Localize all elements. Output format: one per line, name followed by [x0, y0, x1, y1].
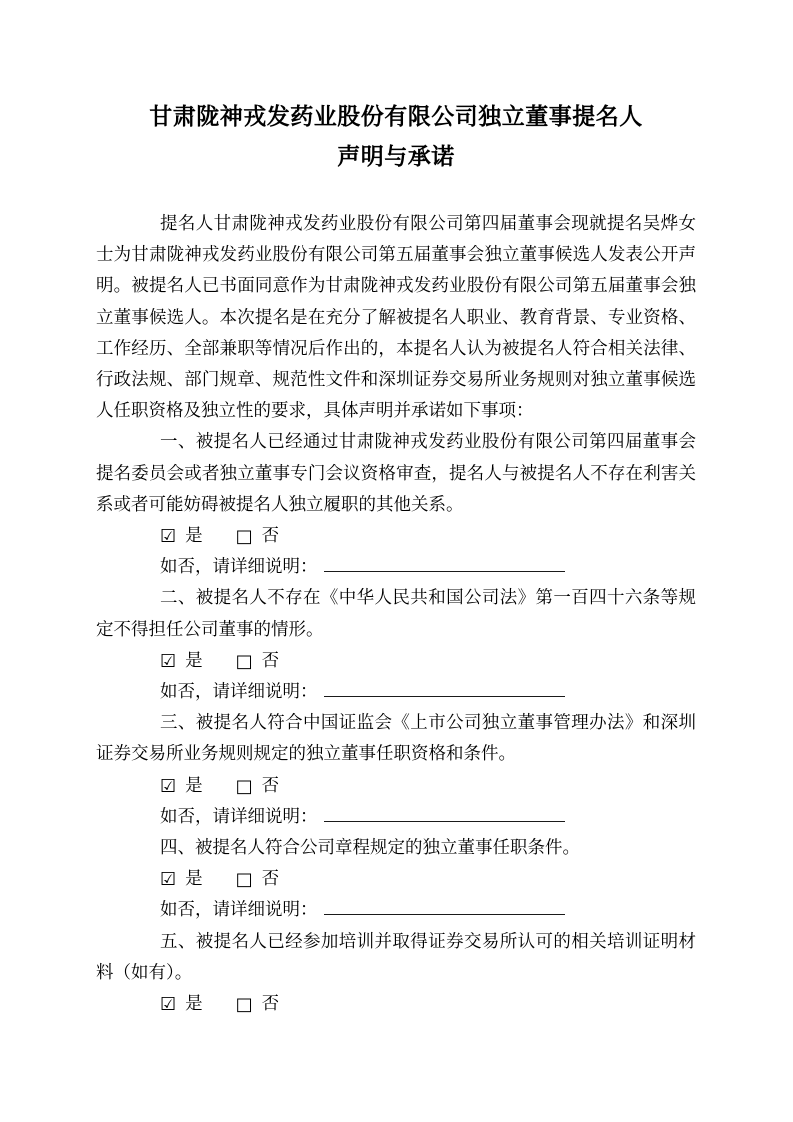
declaration-item — [96, 707, 696, 832]
yes-label: 是 — [185, 525, 203, 546]
yes-checkbox-icon[interactable]: ☑ — [160, 775, 177, 797]
no-checkbox-icon[interactable]: □ — [235, 994, 253, 1016]
no-label: 否 — [261, 993, 280, 1014]
declaration-item — [96, 426, 696, 582]
no-option — [235, 868, 280, 891]
detail-blank-field[interactable] — [324, 806, 565, 822]
yes-option — [160, 993, 203, 1016]
yes-checkbox-icon[interactable]: ☑ — [160, 650, 177, 672]
yes-option — [160, 775, 203, 795]
detail-row — [96, 551, 696, 582]
yes-checkbox-icon[interactable]: ☑ — [160, 869, 177, 891]
detail-blank-field[interactable] — [324, 681, 565, 697]
yes-checkbox-icon[interactable]: ☑ — [160, 526, 177, 548]
detail-prompt: 如否，请详细说明： — [160, 681, 318, 702]
yes-option — [160, 525, 203, 548]
yes-label: 是 — [185, 993, 203, 1014]
no-option — [235, 993, 280, 1016]
detail-blank-field[interactable] — [324, 899, 565, 915]
declaration-item — [96, 832, 696, 926]
declaration-items — [96, 426, 696, 1019]
yes-label: 是 — [185, 649, 203, 670]
detail-row — [96, 801, 696, 832]
no-option — [236, 775, 280, 795]
declaration-item — [96, 926, 696, 1020]
detail-prompt: 如否，请详细说明： — [160, 556, 318, 577]
yes-label: 是 — [185, 774, 203, 795]
checkbox-row — [96, 770, 696, 801]
item-paragraph: 三、被提名人符合中国证监会《上市公司独立董事管理办法》和深圳证券交易所业务规则规定的独立董事任职资格和条件。 — [96, 712, 696, 764]
detail-blank-field[interactable] — [324, 556, 565, 572]
yes-option — [160, 650, 203, 670]
yes-checkbox-icon[interactable]: ☑ — [160, 994, 177, 1016]
intro-paragraph: 提名人甘肃陇神戎发药业股份有限公司第四届董事会现就提名吴烨女士为甘肃陇神戎发药业股份有限公司第五届董事会独立董事候选人发表公开声明。被提名人已书面同意作为甘肃陇神戎发药业股份有限公司第五届董事会独立董事候选人。本次提名是在充分了解被提名人职业、教育背景、专业资格、工作经历、全部兼职等情况后作出的，本提名人认为被提名人符合相关法律、行政法规、部门规章、规范性文件和深圳证券交易所业务规则对独立董事候选人任职资格及独立性的要求，具体声明并承诺如下事项： — [96, 213, 696, 421]
yes-label: 是 — [185, 868, 203, 889]
checkbox-row — [96, 988, 696, 1019]
no-checkbox-icon[interactable]: □ — [235, 526, 253, 548]
document-title-line1: 甘肃陇神戎发药业股份有限公司独立董事提名人 — [149, 104, 643, 129]
item-paragraph: 二、被提名人不存在《中华人民共和国公司法》第一百四十六条等规定不得担任公司董事的情形。 — [96, 587, 696, 639]
yes-option — [160, 868, 203, 891]
document-body — [96, 208, 696, 1019]
no-option — [236, 650, 280, 670]
no-option — [235, 525, 280, 548]
document-title-line2: 声明与承诺 — [337, 144, 455, 169]
item-paragraph: 五、被提名人已经参加培训并取得证券交易所认可的相关培训证明材料（如有）。 — [96, 930, 696, 982]
no-checkbox-icon[interactable]: □ — [235, 775, 253, 797]
no-label: 否 — [261, 649, 280, 670]
declaration-item — [96, 582, 696, 707]
no-checkbox-icon[interactable]: □ — [235, 650, 253, 672]
detail-prompt: 如否，请详细说明： — [160, 805, 318, 826]
detail-prompt: 如否，请详细说明： — [160, 899, 318, 920]
no-label: 否 — [261, 868, 280, 889]
detail-row — [96, 676, 696, 707]
checkbox-row — [96, 520, 696, 551]
no-label: 否 — [261, 525, 280, 546]
item-paragraph: 一、被提名人已经通过甘肃陇神戎发药业股份有限公司第四届董事会提名委员会或者独立董事专门会议资格审查，提名人与被提名人不存在利害关系或者可能妨碍被提名人独立履职的其他关系。 — [96, 431, 696, 514]
checkbox-row — [96, 645, 696, 676]
document-title — [96, 97, 696, 177]
checkbox-row — [96, 863, 696, 894]
detail-row — [96, 894, 696, 925]
no-checkbox-icon[interactable]: □ — [235, 869, 253, 891]
item-paragraph: 四、被提名人符合公司章程规定的独立董事任职条件。 — [160, 837, 580, 858]
no-label: 否 — [261, 774, 280, 795]
